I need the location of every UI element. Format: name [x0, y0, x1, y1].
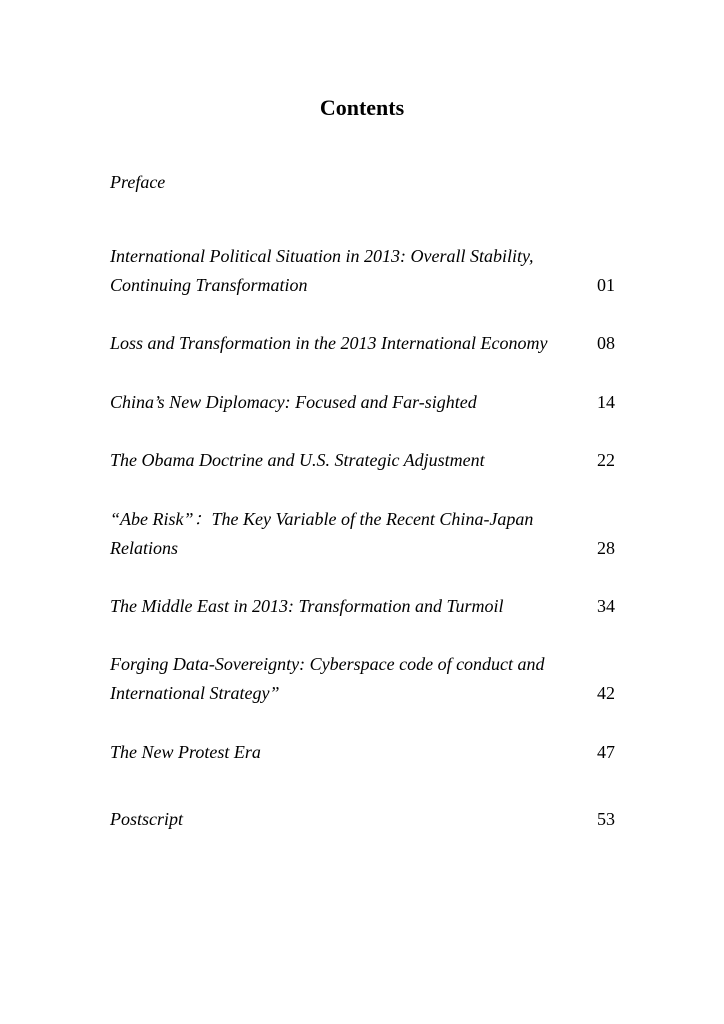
- page-title: Contents: [319, 95, 405, 120]
- toc-page-number: 47: [597, 742, 615, 762]
- toc-page-number: 34: [597, 596, 615, 616]
- toc-page-number: 14: [597, 392, 615, 412]
- toc-entry-international-political-situation[interactable]: [110, 242, 615, 300]
- toc-page-number: 22: [597, 450, 615, 470]
- toc-entry-new-protest-era[interactable]: [110, 738, 615, 767]
- toc-entry-abe-risk[interactable]: [110, 505, 615, 563]
- toc-entry-title: Preface: [110, 172, 166, 192]
- toc-entry-title-line: International Political Situation in 2013: Overall Stability,: [110, 246, 534, 266]
- toc-entry-data-sovereignty[interactable]: [110, 650, 615, 708]
- toc-entry-middle-east[interactable]: [110, 592, 615, 621]
- toc-page-number: 28: [597, 538, 615, 558]
- toc-entry-title-line: Relations: [110, 538, 178, 558]
- toc-entry-title: The New Protest Era: [110, 742, 261, 762]
- toc-entry-obama-doctrine[interactable]: [110, 446, 615, 475]
- toc-page-number: 42: [597, 683, 615, 703]
- toc-entry-title: The Obama Doctrine and U.S. Strategic Adjustment: [110, 450, 485, 470]
- toc-page-number: 53: [597, 809, 615, 829]
- toc-entry-title-line: “Abe Risk”：The Key Variable of the Recent China-Japan: [110, 509, 534, 529]
- toc-entry-title: Loss and Transformation in the 2013 International Economy: [110, 333, 548, 353]
- toc-entry-preface[interactable]: [110, 168, 615, 197]
- toc-page-number: 01: [597, 275, 615, 295]
- toc-entry-title: The Middle East in 2013: Transformation and Turmoil: [110, 596, 504, 616]
- toc-entry-title: China’s New Diplomacy: Focused and Far-sighted: [110, 392, 477, 412]
- toc-entry-title-line: Forging Data-Sovereignty: Cyberspace code of conduct and: [110, 654, 545, 674]
- toc-entry-china-new-diplomacy[interactable]: [110, 388, 615, 417]
- toc-page-number: 08: [597, 333, 615, 353]
- toc-entry-international-economy[interactable]: [110, 329, 615, 358]
- toc-entry-title-line: International Strategy”: [110, 683, 280, 703]
- toc-entry-postscript[interactable]: [110, 805, 615, 834]
- toc-entry-title: Postscript: [110, 809, 184, 829]
- toc-entry-title-line: Continuing Transformation: [110, 275, 308, 295]
